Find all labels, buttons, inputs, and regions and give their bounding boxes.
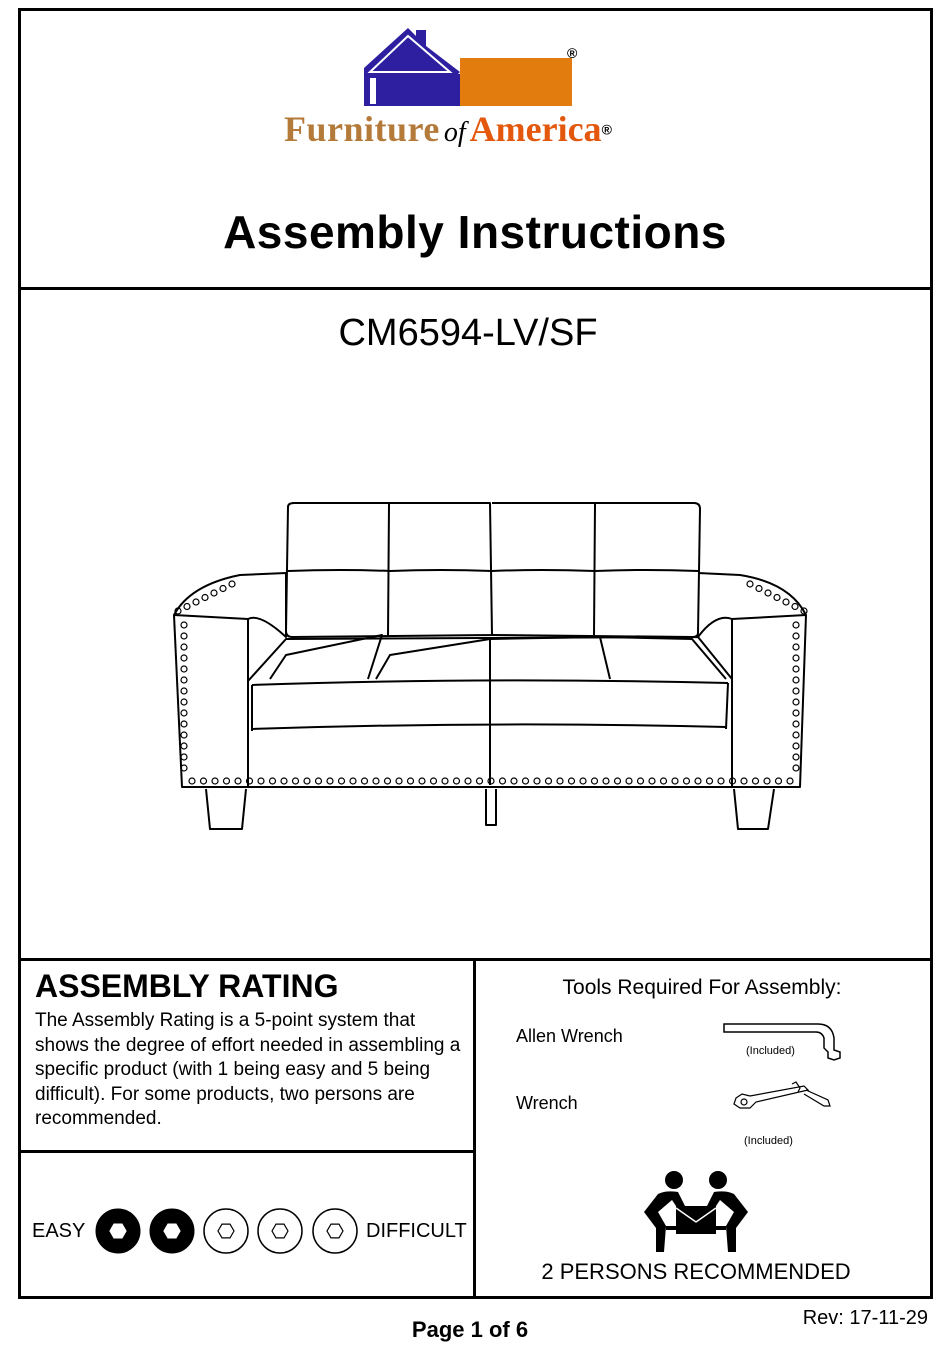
tool-label-allen-wrench: Allen Wrench: [516, 1026, 623, 1046]
rating-circle-1: [94, 1207, 142, 1255]
persons-recommended: 2 PERSONS RECOMMENDED: [541, 1259, 851, 1284]
difficult-label: DIFFICULT: [366, 1220, 467, 1242]
tool-label-wrench: Wrench: [516, 1093, 578, 1113]
brand-name-part1: Furniture: [284, 109, 440, 149]
revision: Rev: 17-11-29: [802, 1307, 928, 1329]
page-title: Assembly Instructions: [223, 206, 727, 258]
rating-circle-4: [256, 1207, 304, 1255]
divider-rating: [18, 1150, 475, 1153]
page-number: Page 1 of 6: [411, 1317, 529, 1342]
rating-circle-3: [202, 1207, 250, 1255]
model-number: CM6594-LV/SF: [338, 312, 598, 354]
wrench-included: (Included): [744, 1135, 793, 1147]
sofa-illustration: [160, 495, 820, 835]
assembly-rating-title: ASSEMBLY RATING: [35, 968, 339, 1004]
brand-name-part3: America: [469, 109, 602, 149]
brand-name: [284, 108, 684, 150]
brand-registered-mark: ®: [601, 121, 612, 138]
rating-circle-2: [148, 1207, 196, 1255]
logo-registered-mark: ®: [567, 45, 578, 61]
two-persons-lifting-icon: [636, 1168, 756, 1256]
wrench-icon: [728, 1080, 838, 1120]
rating-circle-5: [311, 1207, 359, 1255]
assembly-rating-description: The Assembly Rating is a 5-point system that shows the degree of effort needed in assembling a specific product (with 1 being easy and 5 being difficult). For some products, two persons are recommended.: [35, 1010, 461, 1129]
divider-header: [18, 287, 933, 290]
brand-name-part2: of: [443, 117, 466, 148]
tools-title: Tools Required For Assembly:: [562, 976, 842, 999]
divider-vertical: [473, 960, 476, 1296]
easy-label: EASY: [32, 1220, 86, 1242]
allen-wrench-included: (Included): [746, 1045, 795, 1057]
